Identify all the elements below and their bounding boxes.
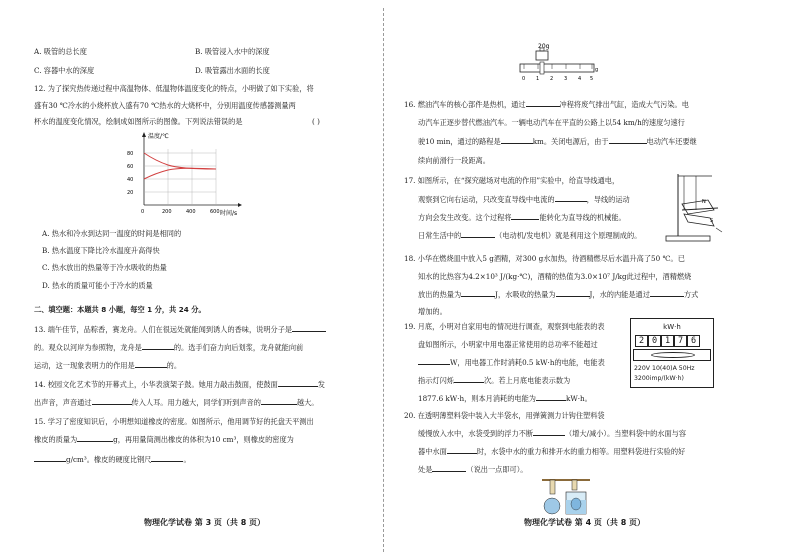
meter-digits xyxy=(635,335,700,347)
q12-option-b: B. 热水温度下降比冷水温度升高得快 xyxy=(42,246,160,255)
answer-blank[interactable] xyxy=(92,398,132,405)
graph-ytick: 60 xyxy=(127,164,134,170)
q19-line1: 19. 月底，小明对自家用电的情况进行调查，观察到电能表的表 xyxy=(404,322,605,331)
answer-blank[interactable] xyxy=(650,290,684,297)
answer-blank[interactable] xyxy=(142,343,174,350)
q12-option-a: A. 热水和冷水到达同一温度的时间是相同的 xyxy=(42,229,182,238)
answer-blank[interactable] xyxy=(77,435,113,442)
q18-line2: 知水的比热容为4.2×10³ J/(kg·℃)，酒精的热值为3.0×10⁷ J/kg此过程中，酒精燃烧 xyxy=(418,272,692,281)
q14-line2: 出声音，声音通过 传入人耳。用力越大，同学们听到声音的 越大。 xyxy=(34,398,319,407)
q13-line2: 的。观众以河岸为参照物，龙舟是 的。选手们奋力向后划浆，龙舟就能向前 xyxy=(34,343,304,352)
answer-blank[interactable] xyxy=(261,398,297,405)
q18-line3: 放出的热量为 J，水吸收的热量为 J，水的内能是通过 方式 xyxy=(418,290,699,299)
q19-line4: 指示灯闪烁 次。若上月底电能表示数为 xyxy=(418,376,571,385)
q11-option-a: A. 吸管的总长度 xyxy=(34,47,87,56)
q14-line1: 14. 校园文化艺术节的开幕式上，小华表演架子鼓。她用力敲击鼓面，使鼓面 发 xyxy=(34,380,325,389)
answer-blank[interactable] xyxy=(135,361,167,368)
q12-line1: 12. 为了探究热传递过程中高温物体、低温物体温度变化的特点，小明做了如下实验，将 xyxy=(34,84,314,93)
answer-blank[interactable] xyxy=(278,380,318,387)
electric-meter xyxy=(630,318,714,388)
q20-line2: 缓慢放入水中，水袋受到的浮力不断 （增大/减小）。当塑料袋中的水面与容 xyxy=(418,429,687,438)
answer-blank[interactable] xyxy=(151,455,183,462)
balance-beam-figure xyxy=(518,40,598,82)
q20-line4: 处是 （说出一点即可）。 xyxy=(418,465,528,474)
answer-blank[interactable] xyxy=(454,376,484,383)
magnet-current-apparatus xyxy=(662,170,724,244)
q18-line4: 增加的。 xyxy=(418,307,447,316)
svg-text:0: 0 xyxy=(522,76,526,82)
q16-line2: 动汽车正逐步替代燃油汽车。一辆电动汽车在平直的公路上以54 km/h的速度匀速行 xyxy=(418,118,685,127)
q20-line1: 20. 在透明薄塑料袋中装入大半袋水，用弹簧测力计钩住塑料袋 xyxy=(404,411,605,420)
svg-text:5: 5 xyxy=(590,76,594,82)
page-footer: 物理化学试卷 第 4 页（共 8 页） xyxy=(524,518,646,527)
answer-blank[interactable] xyxy=(432,465,466,472)
svg-text:g: g xyxy=(595,67,598,73)
graph-ytick: 40 xyxy=(127,177,134,183)
answer-blank[interactable] xyxy=(526,100,560,107)
meter-digit: 7 xyxy=(674,335,687,347)
svg-text:3: 3 xyxy=(564,76,568,82)
q16-line4: 续向前滑行一段距离。 xyxy=(418,156,490,165)
q15-line1: 15. 学习了密度知识后，小明想知道橡皮的密度。如图所示，他用调节好的托盘天平测出 xyxy=(34,417,314,426)
q11-option-c: C. 容器中水的深度 xyxy=(34,66,95,75)
answer-blank[interactable] xyxy=(461,290,495,297)
answer-blank[interactable] xyxy=(511,213,539,220)
meter-spec-voltage: 220V 10(40)A 50Hz xyxy=(634,365,695,372)
meter-disk-icon xyxy=(651,352,695,358)
answer-blank[interactable] xyxy=(292,325,326,332)
q19-line3: W，用电器工作时消耗0.5 kW·h的电能，电能表 xyxy=(418,358,605,367)
q12-answer-paren: ( ) xyxy=(312,117,320,126)
weight-icon xyxy=(536,51,548,60)
answer-blank[interactable] xyxy=(501,137,533,144)
graph-ytick: 20 xyxy=(127,190,134,196)
q13-line1: 13. 端午佳节，品粽香，赛龙舟。人们在很远处就能闻到诱人的香味，说明分子是 xyxy=(34,325,326,334)
q19-line5: 1877.6 kW·h，则本月消耗的电能为 kW·h。 xyxy=(418,394,592,403)
answer-blank[interactable] xyxy=(34,455,66,462)
answer-blank[interactable] xyxy=(555,195,587,202)
temperature-time-graph xyxy=(126,131,246,217)
q16-line3: 驶10 min，通过的路程是 km。关闭电源后，由于 电动汽车还要继 xyxy=(418,137,697,146)
answer-blank[interactable] xyxy=(533,429,565,436)
q16-line1: 16. 燃油汽车的核心部件是热机，通过 冲程将废气排出气缸，造成大气污染。电 xyxy=(404,100,689,109)
q20-line3: 器中水面 时，水袋中水的重力和排开水的重力相等。用塑料袋进行实验的好 xyxy=(418,447,686,456)
q15-line3: g/cm³。橡皮的硬度比钢尺 。 xyxy=(34,455,191,464)
q17-line3: 方向会发生改变。这个过程将 能转化为直导线的机械能。 xyxy=(418,213,626,222)
page-footer: 物理化学试卷 第 3 页（共 8 页） xyxy=(144,518,266,527)
answer-blank[interactable] xyxy=(461,231,495,238)
graph-xtick: 0 xyxy=(141,209,145,215)
svg-text:4: 4 xyxy=(578,76,582,82)
graph-xtick: 200 xyxy=(162,209,172,215)
answer-blank[interactable] xyxy=(556,290,590,297)
answer-blank[interactable] xyxy=(447,447,477,454)
svg-text:2: 2 xyxy=(550,76,554,82)
answer-blank[interactable] xyxy=(536,394,566,401)
graph-ylabel: 温度/℃ xyxy=(148,133,169,140)
scale-rule xyxy=(520,64,594,72)
answer-blank[interactable] xyxy=(418,358,450,365)
graph-xtick: 400 xyxy=(186,209,196,215)
q12-line3: 杯水的温度变化情况，绘制成如图所示的图像。下列说法错误的是 xyxy=(34,117,243,126)
q12-line2: 盛有30 ℃冷水的小烧杯放入盛有70 ℃热水的大烧杯中，分别用温度传感器测量两 xyxy=(34,101,296,110)
q17-line2: 观察到它向右运动，只改变直导线中电流的 ，导线的运动 xyxy=(418,195,630,204)
section-heading-fill-blank: 二、填空题：本题共 8 小题，每空 1 分，共 24 分。 xyxy=(34,305,206,314)
q12-option-c: C. 热水放出的热量等于冷水吸收的热量 xyxy=(42,263,167,272)
svg-text:S: S xyxy=(710,218,714,224)
q13-line3: 运动，这一现象表明力的作用是 的。 xyxy=(34,361,182,370)
meter-digit: 2 xyxy=(635,335,648,347)
meter-unit-label: kW·h xyxy=(663,323,681,331)
meter-spec-imp: 3200imp/(kW·h) xyxy=(634,375,684,382)
meter-digit: 6 xyxy=(687,335,700,347)
q17-line4: 日常生活中的 （电动机/发电机）就是利用这个原理制成的。 xyxy=(418,231,642,240)
q17-line1: 17. 如图所示，在“探究磁场对电流的作用”实验中，给直导线通电， xyxy=(404,176,620,185)
graph-ytick: 80 xyxy=(127,151,134,157)
q18-line1: 18. 小华在燃烧皿中放入5 g酒精，对300 g水加热，待酒精燃尽后水温升高了50 ℃。已 xyxy=(404,254,685,263)
meter-digit: 1 xyxy=(661,335,674,347)
svg-text:1: 1 xyxy=(536,76,540,82)
q12-option-d: D. 热水的质量可能小于冷水的质量 xyxy=(42,281,153,290)
q11-option-b: B. 吸管浸入水中的深度 xyxy=(195,47,270,56)
graph-xtick: 600 xyxy=(210,209,220,215)
rider-icon xyxy=(540,62,544,74)
weight-label: 20g xyxy=(538,43,550,50)
q19-line2: 盘如图所示，小明家中用电器正常使用的总功率不能超过 xyxy=(418,340,598,349)
answer-blank[interactable] xyxy=(609,137,647,144)
page-divider xyxy=(383,8,384,552)
graph-xlabel: 时间/s xyxy=(220,210,238,217)
water-bag-experiment-figure xyxy=(538,476,594,516)
svg-text:N: N xyxy=(702,199,706,205)
meter-digit: 0 xyxy=(648,335,661,347)
q15-line2: 橡皮的质量为 g，再用量筒测出橡皮的体积为10 cm³，则橡皮的密度为 xyxy=(34,435,294,444)
q11-option-d: D. 吸管露出水面的长度 xyxy=(195,66,270,75)
